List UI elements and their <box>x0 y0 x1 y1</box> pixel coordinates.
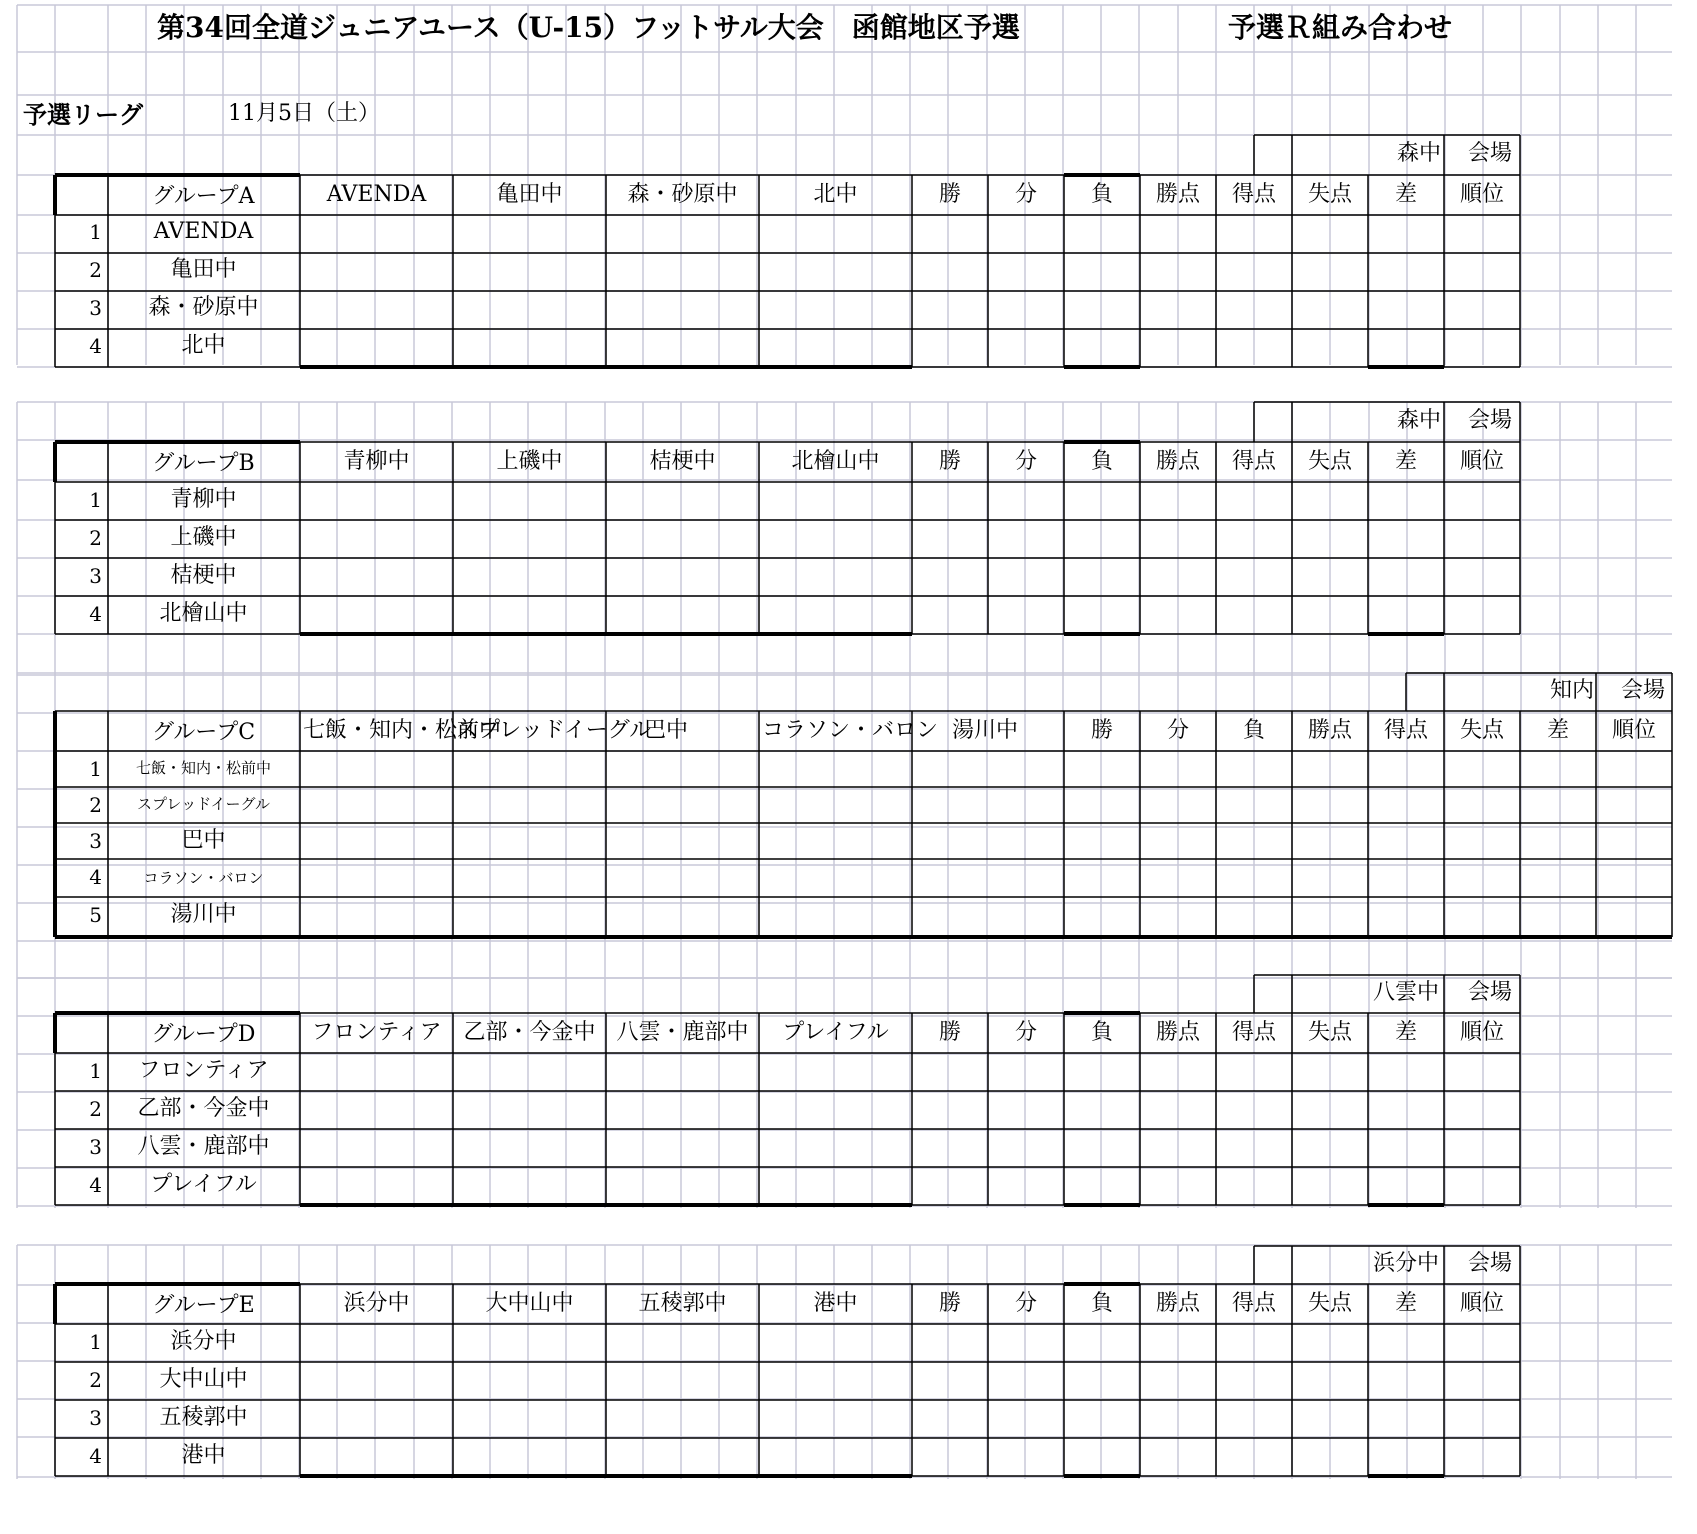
table-thick-borders <box>55 175 1672 1476</box>
team-name: 七飯・知内・松前中 <box>135 759 271 777</box>
group-c-col-header: スプレッドイーグル <box>456 718 652 743</box>
group-d-col-header: プレイフル <box>782 1020 889 1045</box>
team-name: 青柳中 <box>170 487 237 512</box>
stat-header: 分 <box>1014 1291 1037 1316</box>
row-number: 3 <box>89 296 102 320</box>
group-b-col-header: 桔梗中 <box>649 449 716 474</box>
stat-header: 勝点 <box>1155 1291 1200 1316</box>
stat-header: 勝 <box>938 1020 961 1045</box>
team-name: 上磯中 <box>170 525 237 550</box>
stat-header: 負 <box>1090 1291 1113 1316</box>
group-b-col-header: 上磯中 <box>496 449 563 474</box>
row-number: 4 <box>89 334 102 358</box>
group-d-col-header: フロンティア <box>311 1020 442 1045</box>
group-d-col-header: 乙部・今金中 <box>463 1020 596 1045</box>
league-label: 予選リーグ <box>23 100 143 129</box>
group-a-label: グループA <box>152 184 255 209</box>
stat-header: 負 <box>1090 1020 1113 1045</box>
group-e-col-header: 港中 <box>813 1291 858 1316</box>
stat-header: 勝点 <box>1155 449 1200 474</box>
group-e-venue: 浜分中 <box>1373 1251 1440 1276</box>
team-name: 港中 <box>181 1443 226 1468</box>
stat-header: 失点 <box>1307 1291 1352 1316</box>
group-d-venue-suffix: 会場 <box>1468 980 1513 1005</box>
group-b-label: グループB <box>152 451 255 476</box>
stat-header: 失点 <box>1307 1020 1352 1045</box>
stat-header: 差 <box>1546 718 1569 743</box>
stat-header: 失点 <box>1307 449 1352 474</box>
stat-header: 得点 <box>1383 718 1428 743</box>
stat-header: 順位 <box>1459 182 1504 207</box>
team-name: 北檜山中 <box>159 601 248 626</box>
stat-header: 勝 <box>938 182 961 207</box>
team-name: 亀田中 <box>170 257 237 282</box>
stat-header: 失点 <box>1459 718 1504 743</box>
stat-header: 勝点 <box>1307 718 1352 743</box>
row-number: 1 <box>89 757 102 781</box>
stat-header: 差 <box>1394 1291 1417 1316</box>
team-name: 森・砂原中 <box>148 295 259 320</box>
stat-header: 順位 <box>1459 1020 1504 1045</box>
stat-header: 得点 <box>1231 182 1276 207</box>
stat-header: 分 <box>1166 718 1189 743</box>
group-e-label: グループE <box>152 1293 255 1318</box>
row-number: 2 <box>89 1368 102 1392</box>
row-number: 3 <box>89 829 102 853</box>
team-name: 浜分中 <box>170 1329 237 1354</box>
group-c-col-header: コラソン・バロン <box>762 718 939 743</box>
stat-header: 順位 <box>1459 1291 1504 1316</box>
team-name: 湯川中 <box>170 902 237 927</box>
group-b-col-header: 青柳中 <box>343 449 410 474</box>
stat-header: 得点 <box>1231 1020 1276 1045</box>
group-a-venue: 森中 <box>1397 141 1442 166</box>
team-name: スプレッドイーグル <box>136 795 271 813</box>
stat-header: 差 <box>1394 1020 1417 1045</box>
group-b-venue: 森中 <box>1397 408 1442 433</box>
group-a-col-header: AVENDA <box>326 182 427 207</box>
team-name: プレイフル <box>150 1172 257 1197</box>
group-d-col-header: 八雲・鹿部中 <box>616 1020 749 1045</box>
stat-header: 分 <box>1014 182 1037 207</box>
stat-header: 負 <box>1090 449 1113 474</box>
league-date: 11月5日（土） <box>228 101 380 126</box>
stat-header: 得点 <box>1231 449 1276 474</box>
row-number: 4 <box>89 602 102 626</box>
group-c-venue-suffix: 会場 <box>1621 678 1666 703</box>
stat-header: 負 <box>1090 182 1113 207</box>
stat-header: 分 <box>1014 1020 1037 1045</box>
team-name: 八雲・鹿部中 <box>137 1134 270 1159</box>
group-c-col-header: 湯川中 <box>952 718 1019 743</box>
group-c-label: グループC <box>151 720 256 745</box>
team-name: 桔梗中 <box>170 563 237 588</box>
group-a-col-header: 亀田中 <box>496 182 563 207</box>
stat-header: 勝 <box>1090 718 1113 743</box>
stat-header: 勝点 <box>1155 182 1200 207</box>
stat-header: 勝 <box>938 449 961 474</box>
row-number: 2 <box>89 526 102 550</box>
row-number: 4 <box>89 1444 102 1468</box>
row-number: 4 <box>89 865 102 889</box>
row-number: 2 <box>89 1097 102 1121</box>
group-b-col-header: 北檜山中 <box>791 449 880 474</box>
group-e-col-header: 大中山中 <box>485 1291 574 1316</box>
stat-header: 分 <box>1014 449 1037 474</box>
stat-header: 順位 <box>1459 449 1504 474</box>
group-d-venue: 八雲中 <box>1373 980 1440 1005</box>
row-number: 1 <box>89 1330 102 1354</box>
team-name: AVENDA <box>153 219 254 244</box>
row-number: 5 <box>89 903 102 927</box>
group-e-col-header: 五稜郭中 <box>638 1291 727 1316</box>
stat-header: 勝点 <box>1155 1020 1200 1045</box>
stat-header: 差 <box>1394 449 1417 474</box>
group-c-col-header: 七飯・知内・松前中 <box>303 718 502 743</box>
team-name: 巴中 <box>181 828 226 853</box>
group-e-col-header: 浜分中 <box>343 1291 410 1316</box>
group-a-venue-suffix: 会場 <box>1468 141 1513 166</box>
row-number: 4 <box>89 1173 102 1197</box>
group-a-col-header: 北中 <box>813 182 858 207</box>
team-name: 乙部・今金中 <box>137 1096 270 1121</box>
team-name: 北中 <box>181 333 226 358</box>
group-a-col-header: 森・砂原中 <box>627 182 738 207</box>
stat-header: 順位 <box>1611 718 1656 743</box>
document-subtitle: 予選Ｒ組み合わせ <box>1228 11 1453 44</box>
group-c-col-header: 巴中 <box>644 718 689 743</box>
row-number: 1 <box>89 220 102 244</box>
team-name: 五稜郭中 <box>159 1405 248 1430</box>
group-e-venue-suffix: 会場 <box>1468 1251 1513 1276</box>
stat-header: 勝 <box>938 1291 961 1316</box>
group-d-label: グループD <box>151 1022 256 1047</box>
row-number: 3 <box>89 564 102 588</box>
team-name: フロンティア <box>138 1058 269 1083</box>
row-number: 2 <box>89 793 102 817</box>
document-title: 第34回全道ジュニアユース（U-15）フットサル大会 函館地区予選 <box>157 11 1020 44</box>
row-number: 2 <box>89 258 102 282</box>
group-c-venue: 知内 <box>1550 678 1595 703</box>
team-name: コラソン・バロン <box>143 869 264 887</box>
row-number: 1 <box>89 488 102 512</box>
group-b-venue-suffix: 会場 <box>1468 408 1513 433</box>
stat-header: 差 <box>1394 182 1417 207</box>
stat-header: 失点 <box>1307 182 1352 207</box>
row-number: 3 <box>89 1406 102 1430</box>
row-number: 3 <box>89 1135 102 1159</box>
stat-header: 負 <box>1242 718 1265 743</box>
team-name: 大中山中 <box>159 1367 248 1392</box>
stat-header: 得点 <box>1231 1291 1276 1316</box>
row-number: 1 <box>89 1059 102 1083</box>
